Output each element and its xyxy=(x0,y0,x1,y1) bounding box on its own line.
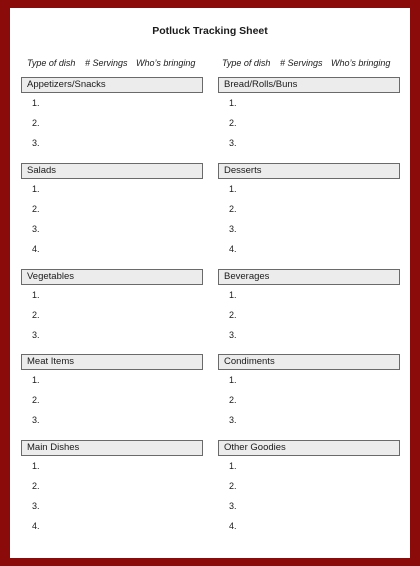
section-header: Other Goodies xyxy=(218,440,400,456)
list-item: 2. xyxy=(229,395,237,405)
section-desserts xyxy=(218,163,400,259)
list-item: 2. xyxy=(32,204,40,214)
section-main-dishes xyxy=(21,440,203,536)
list-item: 4. xyxy=(229,244,237,254)
list-item: 1. xyxy=(32,375,40,385)
left-column-headers xyxy=(27,58,195,68)
list-item: 2. xyxy=(32,395,40,405)
header-servings: # Servings xyxy=(280,58,323,68)
list-item: 3. xyxy=(32,224,40,234)
section-header: Beverages xyxy=(218,269,400,285)
section-header: Meat Items xyxy=(21,354,203,370)
list-item: 1. xyxy=(32,290,40,300)
header-type-of-dish: Type of dish xyxy=(27,58,76,68)
section-appetizers-snacks xyxy=(21,77,203,153)
list-item: 1. xyxy=(229,375,237,385)
list-item: 3. xyxy=(32,501,40,511)
section-bread-rolls-buns xyxy=(218,77,400,153)
header-whos-bringing: Who’s bringing xyxy=(331,58,391,68)
list-item: 3. xyxy=(229,330,237,340)
section-header: Appetizers/Snacks xyxy=(21,77,203,93)
section-header: Desserts xyxy=(218,163,400,179)
list-item: 1. xyxy=(32,461,40,471)
tracking-sheet xyxy=(10,8,410,558)
section-vegetables xyxy=(21,269,203,345)
header-whos-bringing: Who’s bringing xyxy=(136,58,196,68)
list-item: 2. xyxy=(32,481,40,491)
section-header: Vegetables xyxy=(21,269,203,285)
list-item: 4. xyxy=(32,244,40,254)
list-item: 2. xyxy=(229,118,237,128)
section-header: Bread/Rolls/Buns xyxy=(218,77,400,93)
list-item: 4. xyxy=(32,521,40,531)
list-item: 1. xyxy=(229,461,237,471)
sheet-title: Potluck Tracking Sheet xyxy=(152,25,268,37)
section-condiments xyxy=(218,354,400,430)
list-item: 3. xyxy=(229,138,237,148)
section-header: Condiments xyxy=(218,354,400,370)
right-column-headers xyxy=(222,58,390,68)
section-other-goodies xyxy=(218,440,400,536)
section-header: Salads xyxy=(21,163,203,179)
list-item: 2. xyxy=(229,204,237,214)
list-item: 1. xyxy=(229,290,237,300)
list-item: 2. xyxy=(32,310,40,320)
section-meat-items xyxy=(21,354,203,430)
section-beverages xyxy=(218,269,400,345)
list-item: 2. xyxy=(32,118,40,128)
list-item: 3. xyxy=(32,415,40,425)
list-item: 3. xyxy=(229,415,237,425)
list-item: 4. xyxy=(229,521,237,531)
list-item: 1. xyxy=(32,184,40,194)
list-item: 1. xyxy=(229,184,237,194)
list-item: 3. xyxy=(229,501,237,511)
list-item: 3. xyxy=(32,138,40,148)
list-item: 2. xyxy=(229,481,237,491)
list-item: 1. xyxy=(229,98,237,108)
list-item: 3. xyxy=(32,330,40,340)
section-salads xyxy=(21,163,203,259)
list-item: 3. xyxy=(229,224,237,234)
list-item: 1. xyxy=(32,98,40,108)
list-item: 2. xyxy=(229,310,237,320)
header-type-of-dish: Type of dish xyxy=(222,58,271,68)
section-header: Main Dishes xyxy=(21,440,203,456)
header-servings: # Servings xyxy=(85,58,128,68)
